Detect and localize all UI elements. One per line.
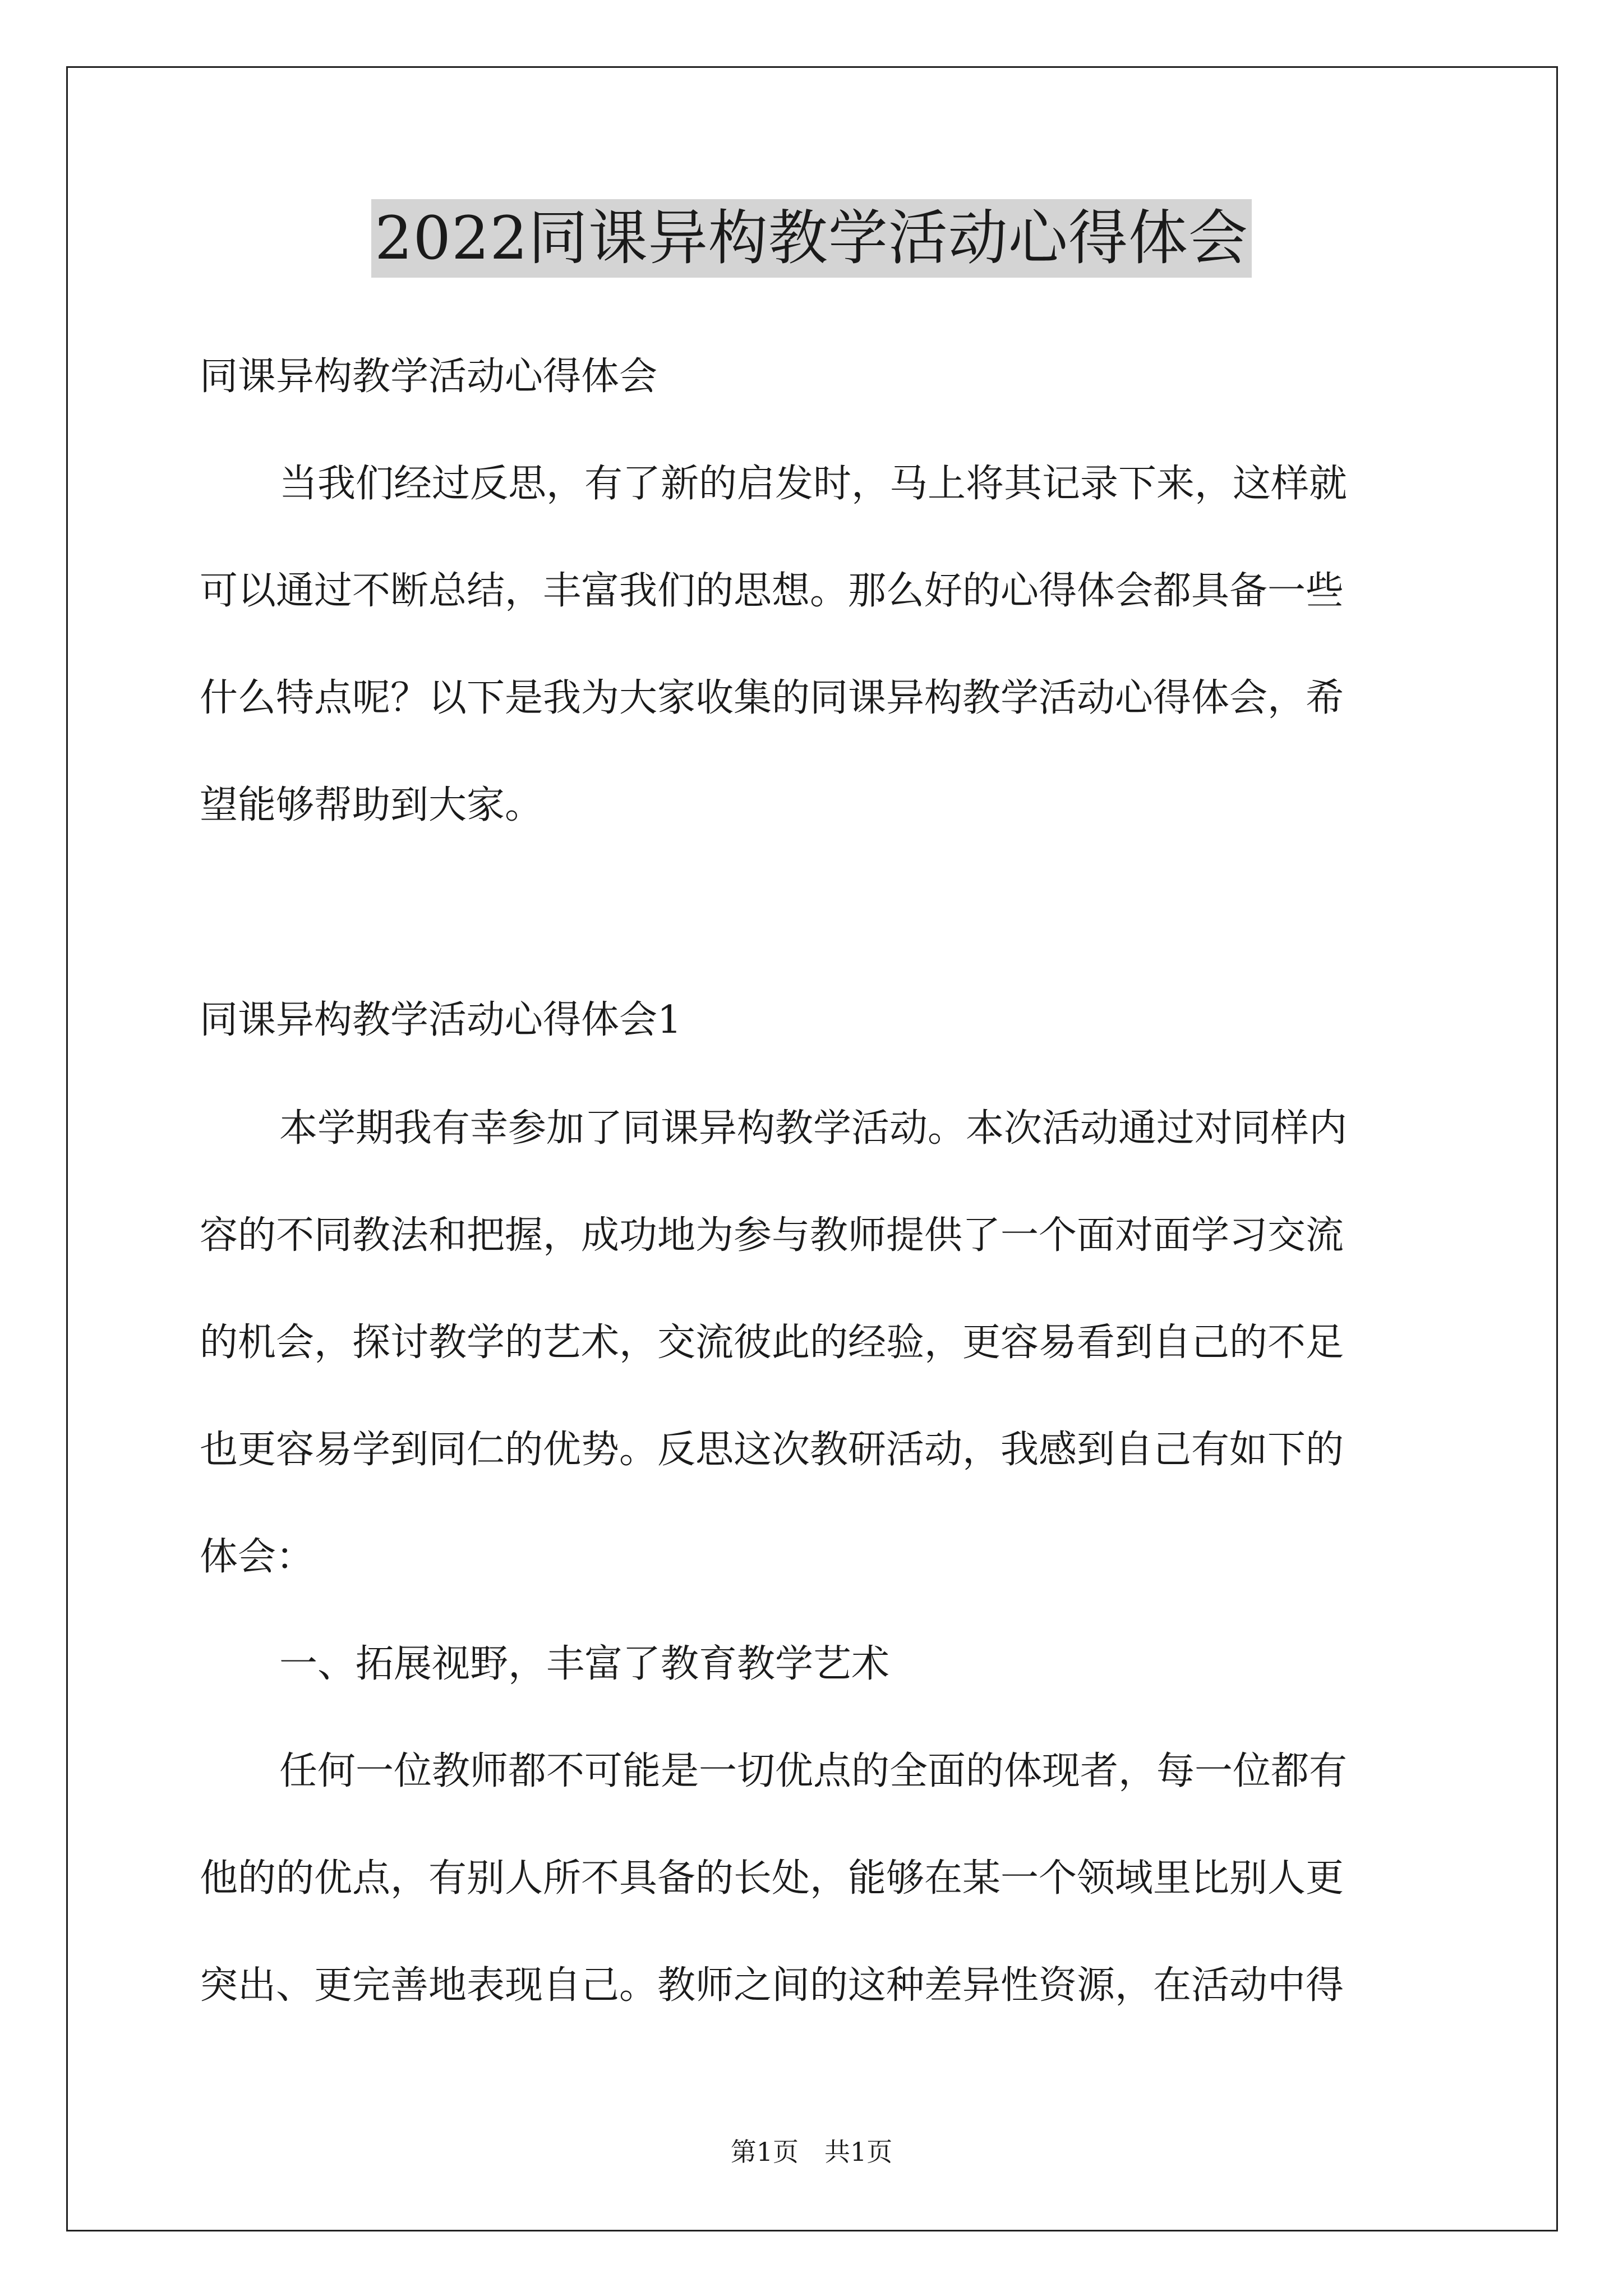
subsection-paragraph-line: 他的的优点，有别人所不具备的长处，能够在某一个领域里比别人更 [200, 1856, 1344, 1901]
document-title: 2022同课异构教学活动心得体会 [371, 199, 1252, 278]
intro-paragraph-line: 可以通过不断总结，丰富我们的思想。那么好的心得体会都具备一些 [200, 569, 1344, 613]
section-paragraph-line: 的机会，探讨教学的艺术，交流彼此的经验，更容易看到自己的不足 [200, 1320, 1344, 1365]
section-paragraph-line: 也更容易学到同仁的优势。反思这次教研活动，我感到自己有如下的 [200, 1428, 1344, 1472]
section-paragraph-line: 体会： [200, 1535, 315, 1579]
section-paragraph-line: 容的不同教法和把握，成功地为参与教师提供了一个面对面学习交流 [200, 1213, 1344, 1258]
intro-paragraph-line: 望能够帮助到大家。 [200, 783, 543, 827]
title-wrap [0, 199, 1623, 278]
subsection-heading: 一、拓展视野，丰富了教育教学艺术 [279, 1642, 890, 1686]
subsection-paragraph-line: 突出、更完善地表现自己。教师之间的这种差异性资源，在活动中得 [200, 1963, 1344, 2008]
intro-paragraph-line: 什么特点呢？以下是我为大家收集的同课异构教学活动心得体会，希 [200, 676, 1344, 720]
section-paragraph-line: 本学期我有幸参加了同课异构教学活动。本次活动通过对同样内 [279, 1106, 1348, 1151]
subsection-paragraph-line: 任何一位教师都不可能是一切优点的全面的体现者，每一位都有 [279, 1749, 1348, 1793]
section-heading: 同课异构教学活动心得体会1 [200, 998, 682, 1042]
intro-paragraph-line: 当我们经过反思，有了新的启发时，马上将其记录下来，这样就 [279, 462, 1348, 506]
intro-heading: 同课异构教学活动心得体会 [200, 355, 658, 399]
page-footer: 第1页 共1页 [730, 2137, 893, 2167]
